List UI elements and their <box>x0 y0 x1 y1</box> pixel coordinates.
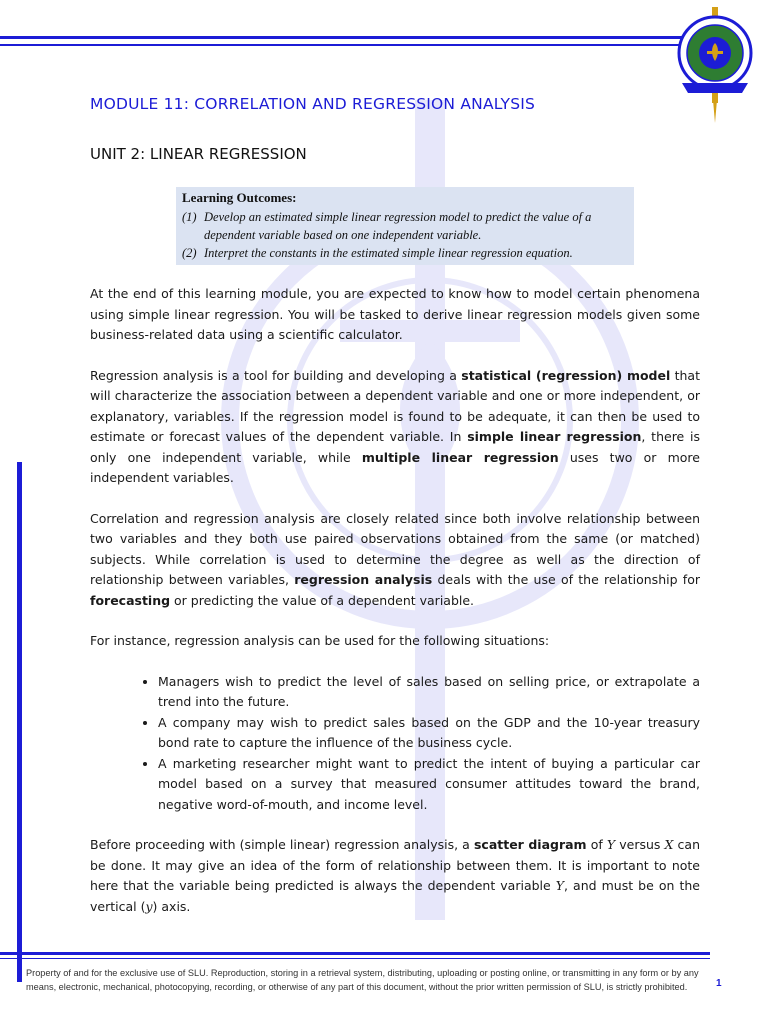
text-run: can be done. It may give an idea of the form of relationship between them. It is important to note here that the variable being predicted is always the dependent variable <box>90 837 701 893</box>
list-item: • A marketing researcher might want to predict the intent of buying a particular car model based on a survey that measured consumer attitudes toward the brand, negative word-of-mouth, and income level. <box>158 754 700 816</box>
math-variable-y: Y <box>555 878 565 893</box>
math-variable-x: X <box>664 837 674 852</box>
text-run: Correlation and regression analysis are closely related since both involve relationship between two variables and they both use paired observations obtained from the same (or matched) subjects. While correlation is used to determine the degree as well as the direction of relationship between variables, <box>90 510 700 587</box>
situations-intro-paragraph: For instance, regression analysis can be used for the following situations: <box>90 633 550 648</box>
footer-rule-bottom <box>0 958 710 959</box>
left-margin-rule <box>17 462 22 982</box>
term-statistical-model: statistical (regression) model <box>461 367 671 383</box>
text-run: Before proceeding with (simple linear) regression analysis, a <box>90 837 474 852</box>
regression-definition-paragraph <box>90 366 700 489</box>
text-run: or predicting the value of a dependent variable. <box>170 592 475 608</box>
term-forecasting: forecasting <box>90 592 171 608</box>
learning-outcome-item <box>182 208 628 244</box>
page-number: 1 <box>716 978 722 989</box>
intro-paragraph: At the end of this learning module, you are expected to know how to model certain phenomena using simple linear regression. You will be tasked to derive linear regression models given some business-related data using a scientific calculator. <box>90 286 700 342</box>
learning-outcomes-title: Learning Outcomes: <box>182 190 297 205</box>
term-multiple-linear-regression: multiple linear regression <box>361 449 559 465</box>
text-run: of <box>586 837 607 852</box>
text-run: , there is only one independent variable, while <box>90 429 701 465</box>
text-run: ) axis. <box>152 898 191 914</box>
outcome-text: Interpret the constants in the estimated simple linear regression equation. <box>204 246 573 260</box>
situations-list <box>90 672 700 816</box>
term-simple-linear-regression: simple linear regression <box>467 429 642 444</box>
text-run: uses two or more independent variables. <box>90 449 700 485</box>
header-rule-bottom <box>0 44 690 46</box>
body-content <box>90 284 700 937</box>
header-rule-top <box>0 36 690 39</box>
correlation-paragraph <box>90 509 700 612</box>
footer-rule-top <box>0 952 710 955</box>
outcome-text: Develop an estimated simple linear regression model to predict the value of a dependent variable based on one independent variable. <box>204 210 592 242</box>
term-regression-analysis: regression analysis <box>294 572 433 587</box>
text-run: Regression analysis is a tool for building and developing a <box>90 367 462 383</box>
module-title: MODULE 11: CORRELATION AND REGRESSION ANALYSIS <box>90 95 536 113</box>
copyright-footer: Property of and for the exclusive use of SLU. Reproduction, storing in a retrieval system, distributing, uploading or posting online, or transmitting in any form or by any means, electronic, mechanical, photocopying, recording, or otherwise of any part of this document, without the prior written permission of SLU, is strictly prohibited. <box>26 968 699 992</box>
outcome-number: (1) <box>182 210 197 224</box>
math-variable-y: Y <box>606 837 616 852</box>
outcome-number: (2) <box>182 246 197 260</box>
text-run: deals with the use of the relationship for <box>432 572 700 587</box>
list-item: • Managers wish to predict the level of sales based on selling price, or extrapolate a trend into the future. <box>158 672 700 713</box>
learning-outcome-item <box>182 244 628 262</box>
list-item: • A company may wish to predict sales based on the GDP and the 10-year treasury bond rate to capture the influence of the business cycle. <box>158 713 700 754</box>
math-variable-y-lower: y <box>145 898 153 914</box>
scatter-diagram-paragraph <box>90 835 700 917</box>
learning-outcomes-box <box>176 187 634 265</box>
text-run: that will characterize the association between a dependent variable and one or more independent, or explanatory, variables. If the regression model is found to be adequate, it can then be used to estimate or forecast values of the dependent variable. In <box>90 367 700 444</box>
text-run: versus <box>615 837 665 852</box>
text-run: , and must be on the vertical ( <box>90 878 700 914</box>
unit-title: UNIT 2: LINEAR REGRESSION <box>90 145 307 163</box>
term-scatter-diagram: scatter diagram <box>473 837 587 852</box>
